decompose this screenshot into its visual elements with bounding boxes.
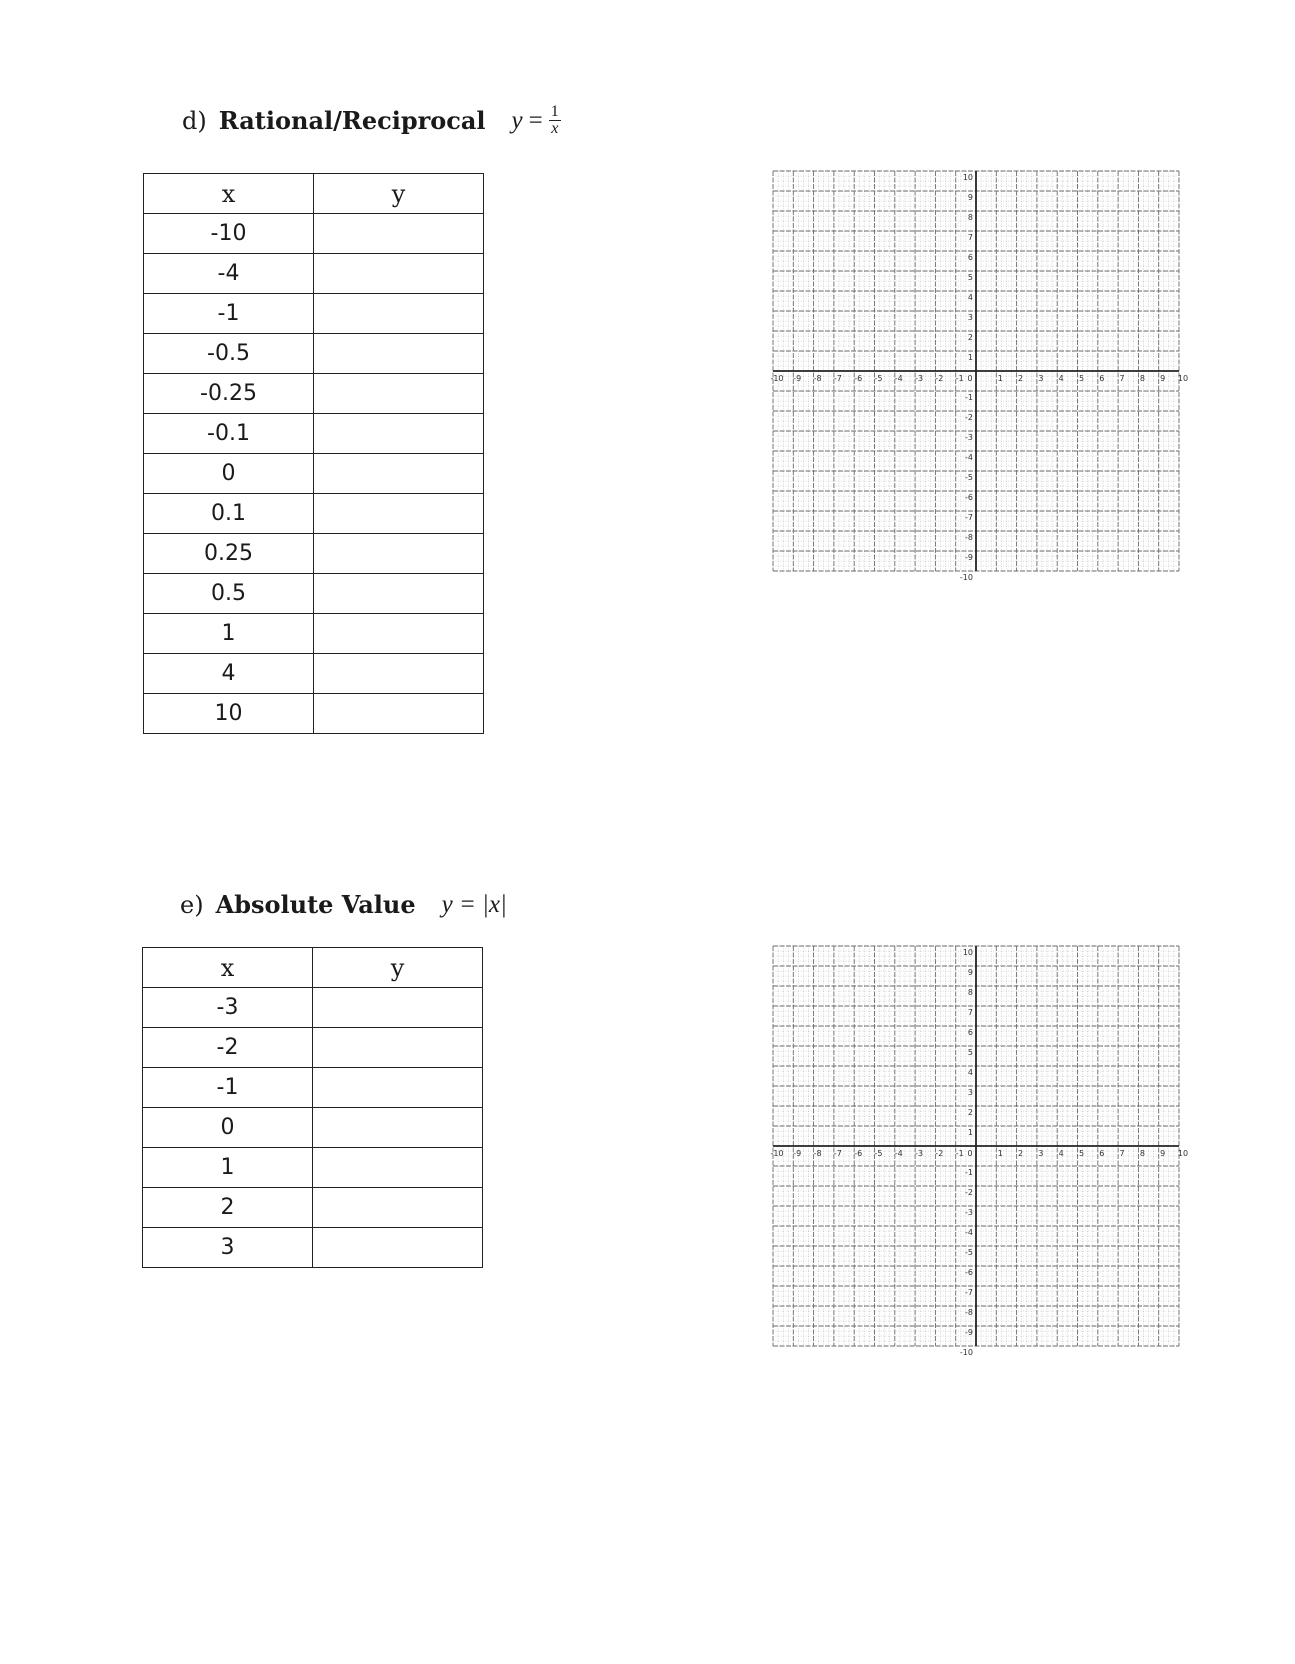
x-cell: 3 xyxy=(143,1228,313,1268)
grid-d-y-tick-label: -1 xyxy=(965,393,973,402)
table-row xyxy=(144,454,484,494)
grid-e-y-tick-label: -1 xyxy=(965,1168,973,1177)
table-header-row xyxy=(143,948,483,988)
grid-e-x-tick-label: 8 xyxy=(1139,1149,1145,1158)
table-row xyxy=(144,334,484,374)
table-row xyxy=(143,1068,483,1108)
x-cell: 10 xyxy=(144,694,314,734)
y-answer-cell[interactable] xyxy=(314,494,484,534)
y-answer-cell[interactable] xyxy=(313,1148,483,1188)
grid-d-y-tick-label: -5 xyxy=(965,473,973,482)
grid-d-y-tick-label: 4 xyxy=(967,293,973,302)
grid-d-y-tick-label: -3 xyxy=(965,433,973,442)
grid-e-x-tick-label: 0 xyxy=(967,1149,973,1158)
coordinate-grid-e[interactable] xyxy=(770,943,1189,1357)
grid-d-x-tick-label: -6 xyxy=(854,374,863,383)
grid-d-x-tick-label: -7 xyxy=(833,374,842,383)
section-e-title: Absolute Value xyxy=(215,890,416,919)
grid-d-y-tick-label: -10 xyxy=(959,573,973,582)
x-cell: -1 xyxy=(143,1068,313,1108)
y-answer-cell[interactable] xyxy=(313,1068,483,1108)
x-cell: 4 xyxy=(144,654,314,694)
table-row xyxy=(144,654,484,694)
grid-d-y-tick-label: -4 xyxy=(965,453,973,462)
grid-e-y-tick-label: 2 xyxy=(967,1108,973,1117)
grid-d-y-tick-label: 8 xyxy=(967,213,973,222)
grid-d-x-tick-label: 5 xyxy=(1078,374,1085,383)
grid-d-x-tick-label: 8 xyxy=(1139,374,1145,383)
table-row xyxy=(144,494,484,534)
grid-d-y-tick-label: -6 xyxy=(965,493,973,502)
y-answer-cell[interactable] xyxy=(314,454,484,494)
grid-e-x-tick-label: -2 xyxy=(935,1149,944,1158)
grid-e-x-tick-label: 10 xyxy=(1177,1149,1189,1158)
grid-e-x-tick-label: -4 xyxy=(894,1149,903,1158)
grid-e-y-tick-label: 4 xyxy=(967,1068,973,1077)
section-d-title: Rational/Reciprocal xyxy=(218,106,486,135)
grid-d-y-tick-label: 10 xyxy=(962,173,973,182)
table-row xyxy=(144,534,484,574)
grid-d-x-tick-label: 6 xyxy=(1099,374,1105,383)
grid-e-y-tick-label: -10 xyxy=(959,1348,973,1357)
grid-d-y-tick-label: 9 xyxy=(967,193,973,202)
grid-e-x-tick-label: -6 xyxy=(854,1149,863,1158)
x-cell: -1 xyxy=(144,294,314,334)
grid-d-y-tick-label: 3 xyxy=(967,313,973,322)
grid-d-x-tick-label: -3 xyxy=(915,374,924,383)
table-row xyxy=(144,254,484,294)
grid-d-x-tick-label: -1 xyxy=(955,374,964,383)
grid-svg-d[interactable] xyxy=(770,168,1189,582)
grid-e-y-tick-label: 9 xyxy=(967,968,973,977)
y-answer-cell[interactable] xyxy=(314,694,484,734)
grid-e-y-tick-label: 5 xyxy=(967,1048,973,1057)
table-row xyxy=(144,694,484,734)
grid-e-y-tick-label: -2 xyxy=(965,1188,973,1197)
grid-e-y-tick-label: -7 xyxy=(965,1288,973,1297)
x-cell: -3 xyxy=(143,988,313,1028)
grid-d-x-tick-label: -4 xyxy=(894,374,903,383)
x-cell: 0.1 xyxy=(144,494,314,534)
y-answer-cell[interactable] xyxy=(314,534,484,574)
table-row xyxy=(144,214,484,254)
grid-d-x-tick-label: -10 xyxy=(770,374,784,383)
grid-d-y-tick-label: -2 xyxy=(965,413,973,422)
header-y: y xyxy=(314,174,484,214)
y-answer-cell[interactable] xyxy=(314,334,484,374)
formula-lhs: y xyxy=(511,106,523,134)
grid-e-x-tick-label: 6 xyxy=(1099,1149,1105,1158)
y-answer-cell[interactable] xyxy=(314,414,484,454)
grid-e-y-tick-label: 10 xyxy=(962,948,973,957)
grid-d-x-tick-label: 10 xyxy=(1177,374,1189,383)
table-row xyxy=(144,414,484,454)
grid-e-x-tick-label: 1 xyxy=(997,1149,1003,1158)
table-row xyxy=(143,1228,483,1268)
grid-d-y-tick-label: 2 xyxy=(967,333,973,342)
grid-d-y-tick-label: 1 xyxy=(967,353,973,362)
grid-d-x-tick-label: 9 xyxy=(1160,374,1166,383)
grid-e-x-tick-label: -9 xyxy=(793,1149,802,1158)
y-answer-cell[interactable] xyxy=(314,214,484,254)
grid-e-y-tick-label: -3 xyxy=(965,1208,973,1217)
grid-d-y-tick-label: -9 xyxy=(965,553,973,562)
grid-e-x-tick-label: -7 xyxy=(833,1149,842,1158)
grid-e-y-tick-label: 6 xyxy=(967,1028,973,1037)
header-x: x xyxy=(143,948,313,988)
table-row xyxy=(144,374,484,414)
y-answer-cell[interactable] xyxy=(313,1108,483,1148)
grid-e-x-tick-label: -10 xyxy=(770,1149,784,1158)
coordinate-grid-d[interactable] xyxy=(770,168,1189,582)
section-d-formula xyxy=(512,104,561,137)
grid-e-y-tick-label: -8 xyxy=(965,1308,973,1317)
grid-d-x-tick-label: -9 xyxy=(793,374,802,383)
x-cell: -4 xyxy=(144,254,314,294)
grid-d-x-tick-label: 3 xyxy=(1038,374,1044,383)
grid-e-x-tick-label: 2 xyxy=(1018,1149,1024,1158)
grid-e-x-tick-label: -8 xyxy=(813,1149,822,1158)
grid-d-x-tick-label: 7 xyxy=(1119,374,1125,383)
section-e-heading xyxy=(180,890,507,919)
section-e-formula xyxy=(442,891,507,919)
grid-e-y-tick-label: 7 xyxy=(967,1008,973,1017)
section-d-heading xyxy=(182,104,561,137)
table-e xyxy=(142,947,483,1268)
grid-e-x-tick-label: 3 xyxy=(1038,1149,1044,1158)
grid-d-y-tick-label: -8 xyxy=(965,533,973,542)
formula-eq: = xyxy=(528,106,543,134)
x-cell: -10 xyxy=(144,214,314,254)
grid-d-x-tick-label: -8 xyxy=(813,374,822,383)
y-answer-cell[interactable] xyxy=(313,1228,483,1268)
y-answer-cell[interactable] xyxy=(314,374,484,414)
grid-d-y-tick-label: -7 xyxy=(965,513,973,522)
y-answer-cell[interactable] xyxy=(314,294,484,334)
formula-numerator: 1 xyxy=(550,103,559,120)
grid-e-x-tick-label: -1 xyxy=(955,1149,964,1158)
y-answer-cell[interactable] xyxy=(313,1028,483,1068)
header-y: y xyxy=(313,948,483,988)
grid-d-y-tick-label: 7 xyxy=(967,233,973,242)
table-row xyxy=(143,1108,483,1148)
formula-denominator: x xyxy=(551,120,559,137)
x-cell: -2 xyxy=(143,1028,313,1068)
header-x: x xyxy=(144,174,314,214)
x-cell: -0.5 xyxy=(144,334,314,374)
grid-e-x-tick-label: -5 xyxy=(874,1149,883,1158)
y-answer-cell[interactable] xyxy=(313,1188,483,1228)
grid-d-x-tick-label: -2 xyxy=(935,374,944,383)
formula-absolute: y = |x| xyxy=(441,890,507,918)
table-row xyxy=(144,574,484,614)
grid-e-y-tick-label: -4 xyxy=(965,1228,973,1237)
table-row xyxy=(143,1188,483,1228)
x-cell: -0.25 xyxy=(144,374,314,414)
grid-d-y-tick-label: 5 xyxy=(967,273,973,282)
grid-d-x-tick-label: 0 xyxy=(967,374,973,383)
section-d-letter: d) xyxy=(182,106,207,135)
grid-e-y-tick-label: -6 xyxy=(965,1268,973,1277)
x-cell: 2 xyxy=(143,1188,313,1228)
grid-d-y-tick-label: 6 xyxy=(967,253,973,262)
grid-d-x-tick-label: 1 xyxy=(997,374,1003,383)
grid-d-x-tick-label: 2 xyxy=(1018,374,1024,383)
table-row xyxy=(144,614,484,654)
grid-e-x-tick-label: 4 xyxy=(1058,1149,1064,1158)
y-answer-cell[interactable] xyxy=(314,254,484,294)
y-answer-cell[interactable] xyxy=(314,574,484,614)
grid-e-x-tick-label: -3 xyxy=(915,1149,924,1158)
grid-e-y-tick-label: 1 xyxy=(967,1128,973,1137)
grid-e-x-tick-label: 5 xyxy=(1078,1149,1085,1158)
y-answer-cell[interactable] xyxy=(314,654,484,694)
table-d xyxy=(143,173,484,734)
x-cell: 0 xyxy=(143,1108,313,1148)
grid-e-y-tick-label: -9 xyxy=(965,1328,973,1337)
grid-svg-e[interactable] xyxy=(770,943,1189,1357)
grid-d-x-tick-label: 4 xyxy=(1058,374,1064,383)
table-header-row xyxy=(144,174,484,214)
x-cell: 0.25 xyxy=(144,534,314,574)
y-answer-cell[interactable] xyxy=(313,988,483,1028)
grid-e-x-tick-label: 9 xyxy=(1160,1149,1166,1158)
grid-e-y-tick-label: 3 xyxy=(967,1088,973,1097)
grid-e-x-tick-label: 7 xyxy=(1119,1149,1125,1158)
section-e-letter: e) xyxy=(180,890,204,919)
table-row xyxy=(143,988,483,1028)
table-row xyxy=(143,1028,483,1068)
x-cell: 0 xyxy=(144,454,314,494)
table-row xyxy=(143,1148,483,1188)
x-cell: -0.1 xyxy=(144,414,314,454)
grid-e-y-tick-label: 8 xyxy=(967,988,973,997)
grid-d-x-tick-label: -5 xyxy=(874,374,883,383)
x-cell: 0.5 xyxy=(144,574,314,614)
x-cell: 1 xyxy=(143,1148,313,1188)
grid-e-y-tick-label: -5 xyxy=(965,1248,973,1257)
x-cell: 1 xyxy=(144,614,314,654)
formula-fraction xyxy=(549,104,561,137)
y-answer-cell[interactable] xyxy=(314,614,484,654)
table-row xyxy=(144,294,484,334)
